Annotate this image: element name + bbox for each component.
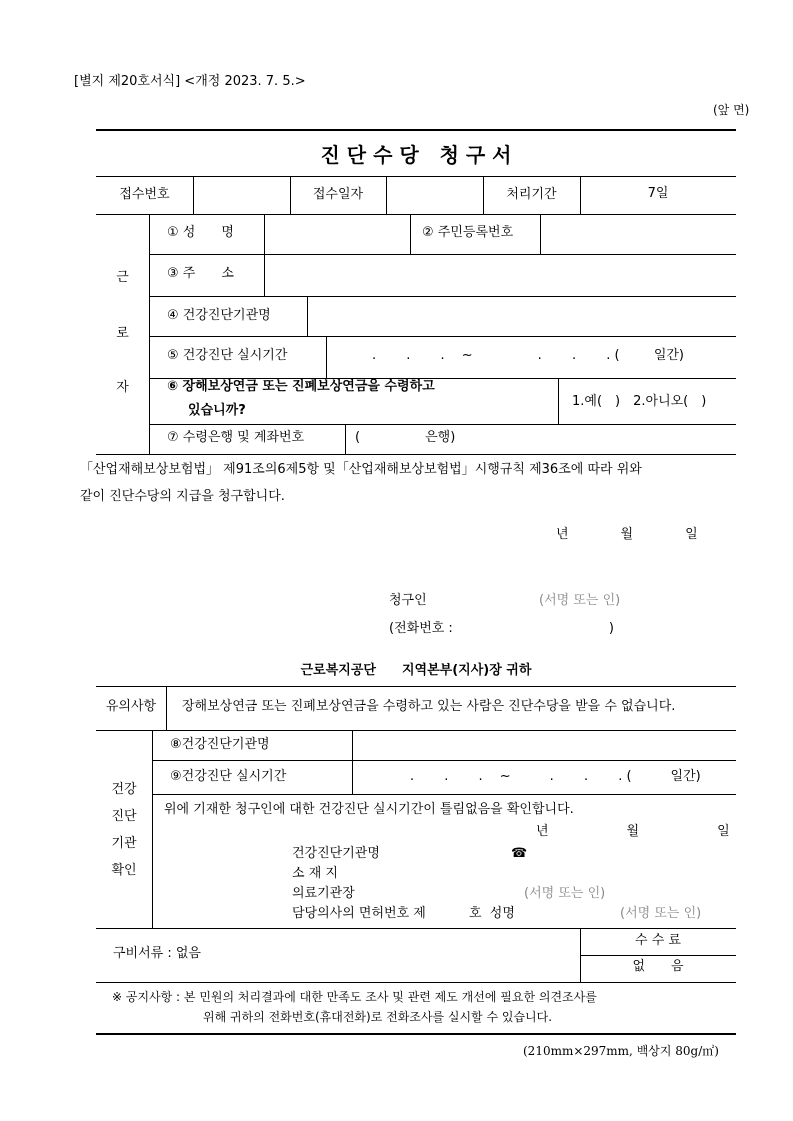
checkup-period-value[interactable]: . . . ~ . . . ( 일간) <box>372 348 685 363</box>
confirm-statement: 위에 기재한 청구인에 대한 건강진단 실시기간이 틀림없음을 확인합니다. <box>164 802 574 817</box>
pension-question-line1: ⑥ 장해보상연금 또는 진폐보상연금을 수령하고 <box>167 379 435 394</box>
page-side: (앞 면) <box>713 103 750 117</box>
legal-statement-line2: 같이 진단수당의 지급을 청구합니다. <box>80 489 285 504</box>
confirm-section-line1: 건강 <box>111 782 137 797</box>
claim-date[interactable]: 년 월 일 <box>556 527 698 542</box>
receipt-date-label: 접수일자 <box>312 187 364 202</box>
name-label: ① 성 명 <box>167 225 234 240</box>
confirm-director-sign[interactable]: (서명 또는 인) <box>524 886 606 901</box>
checkup-period-label: ⑤ 건강진단 실시기간 <box>167 348 288 363</box>
divider <box>149 214 150 454</box>
rrn-label: ② 주민등록번호 <box>422 225 514 240</box>
confirm-period-value[interactable]: . . . ~ . . . ( 일간) <box>410 769 701 784</box>
divider <box>149 336 736 337</box>
fee-value: 없 음 <box>632 959 684 974</box>
divider <box>326 336 327 378</box>
confirm-institution-field[interactable] <box>353 731 735 759</box>
divider <box>96 686 736 687</box>
claimant-sign-hint[interactable]: (서명 또는 인) <box>539 593 621 608</box>
bank-field[interactable]: ( 은행) <box>355 430 456 445</box>
name-field[interactable] <box>265 215 409 253</box>
bank-label: ⑦ 수령은행 및 계좌번호 <box>167 430 305 445</box>
institution-field[interactable] <box>308 297 735 335</box>
divider <box>96 982 736 983</box>
rrn-field[interactable] <box>541 215 735 253</box>
confirm-inst-name-label: 건강진단기관명 <box>292 846 380 861</box>
receipt-number-label: 접수번호 <box>119 187 170 202</box>
divider <box>96 454 736 455</box>
top-border <box>96 129 736 131</box>
processing-period-value: 7일 <box>647 186 669 201</box>
pension-question-line2: 있습니까? <box>188 403 246 418</box>
divider <box>96 928 736 929</box>
receipt-number-field[interactable] <box>194 177 289 213</box>
confirm-section-line3: 기관 <box>111 836 137 851</box>
worker-section-char-1: 근 <box>116 270 129 285</box>
address-field[interactable] <box>265 255 735 295</box>
phone-icon: ☎ <box>511 846 528 861</box>
form-title: 진 단 수 당 청 구 서 <box>320 143 512 167</box>
bottom-border <box>96 1033 736 1035</box>
processing-period-label: 처리기간 <box>506 187 557 202</box>
addressee: 근로복지공단 지역본부(지사)장 귀하 <box>300 663 532 678</box>
public-notice-line1: ※ 공지사항 : 본 민원의 처리결과에 대한 만족도 조사 및 관련 제도 개선에 필요한 의견조사를 <box>112 990 597 1004</box>
confirm-period-label: ⑨건강진단 실시기간 <box>170 769 287 784</box>
confirm-institution-label: ⑧건강진단기관명 <box>170 737 270 752</box>
required-documents: 구비서류 : 없음 <box>113 946 201 961</box>
claimant-label: 청구인 <box>389 593 427 608</box>
address-label: ③ 주 소 <box>167 266 234 281</box>
worker-section-char-2: 로 <box>116 326 129 341</box>
divider <box>152 760 736 761</box>
worker-section-char-3: 자 <box>116 380 129 395</box>
divider <box>558 378 559 424</box>
receipt-date-field[interactable] <box>387 177 482 213</box>
public-notice-line2: 위해 귀하의 전화번호(휴대전화)로 전화조사를 실시할 수 있습니다. <box>203 1010 553 1024</box>
notice-label: 유의사항 <box>105 699 157 714</box>
institution-label: ④ 건강진단기관명 <box>167 308 271 323</box>
legal-statement-line1: 「산업재해보상보험법」 제91조의6제5항 및「산업재해보상보험법」시행규칙 제36조에 따라 위와 <box>80 462 642 477</box>
divider <box>410 214 411 254</box>
confirm-date[interactable]: 년 월 일 <box>536 824 730 839</box>
confirm-doctor-label: 담당의사의 면허번호 제 호 성명 <box>292 906 515 921</box>
divider <box>166 686 167 730</box>
confirm-director-label: 의료기관장 <box>292 886 355 901</box>
confirm-location-label: 소 재 지 <box>292 866 338 881</box>
pension-options[interactable]: 1.예( ) 2.아니오( ) <box>572 394 707 409</box>
confirm-section-line4: 확인 <box>111 863 137 878</box>
divider <box>580 955 736 956</box>
confirm-section-line2: 진단 <box>111 809 137 824</box>
claimant-phone[interactable]: (전화번호 : ) <box>389 621 614 636</box>
confirm-doctor-sign[interactable]: (서명 또는 인) <box>620 906 702 921</box>
fee-label: 수 수 료 <box>635 933 681 948</box>
notice-text: 장해보상연금 또는 진폐보상연금을 수령하고 있는 사람은 진단수당을 받을 수 없습니다. <box>182 699 676 714</box>
paper-spec: (210mm×297mm, 백상지 80g/㎡) <box>523 1044 719 1058</box>
form-number: [별지 제20호서식] <개정 2023. 7. 5.> <box>74 74 306 89</box>
divider <box>152 794 736 795</box>
divider <box>345 424 346 454</box>
divider <box>149 424 736 425</box>
